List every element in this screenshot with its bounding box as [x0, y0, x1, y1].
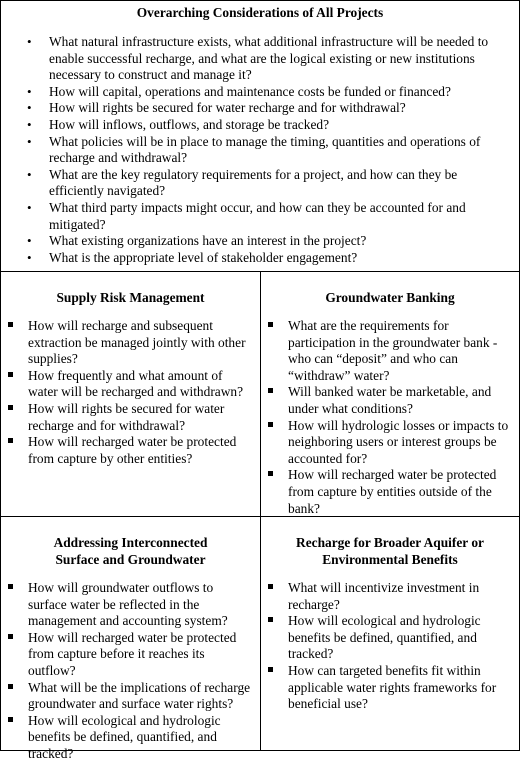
- interconnected-section: [1, 517, 261, 761]
- list-item: • What is the appropriate level of stakeholder engagement?: [27, 249, 358, 265]
- groundwater-banking-title: Groundwater Banking: [325, 290, 455, 305]
- groundwater-banking-list: [261, 318, 519, 517]
- list-item: • What policies will be in place to manage the timing, quantities and operations of recharge and withdrawal?: [27, 133, 481, 166]
- list-item: • How will inflows, outflows, and storage be tracked?: [27, 116, 330, 132]
- groundwater-banking-section: [261, 272, 519, 517]
- list-item: What will be the implications of recharge groundwater and surface water rights?: [1, 680, 260, 713]
- bullet-icon: •: [27, 249, 32, 265]
- bullet-icon: •: [27, 233, 32, 249]
- list-item: What are the requirements for participation in the groundwater bank - who can “deposit” and who can “withdraw” water?: [261, 318, 519, 384]
- list-item: What will incentivize investment in recharge?: [261, 580, 519, 613]
- list-item: How will recharged water be protected from capture by other entities?: [1, 434, 260, 467]
- square-bullet-icon: [8, 634, 13, 639]
- list-item: • What third party impacts might occur, and how can they be accounted for and mitigated?: [27, 199, 466, 232]
- list-item: • What natural infrastructure exists, what additional infrastructure will be needed to enable successful recharge, and what are the logical existing or new institutions necessary to construct and manage it?: [27, 34, 489, 83]
- list-item: How will recharged water be protected from capture by entities outside of the bank?: [261, 467, 519, 517]
- supply-risk-list: [1, 318, 260, 467]
- list-item: How frequently and what amount of water will be recharged and withdrawn?: [1, 368, 260, 401]
- square-bullet-icon: [268, 667, 273, 672]
- square-bullet-icon: [268, 584, 273, 589]
- square-bullet-icon: [268, 322, 273, 327]
- bullet-icon: •: [27, 199, 32, 215]
- broader-benefits-title: Recharge for Broader Aquifer or Environmental Benefits: [296, 535, 484, 567]
- overarching-title: Overarching Considerations of All Projects: [136, 5, 384, 20]
- square-bullet-icon: [268, 422, 273, 427]
- bullet-icon: •: [27, 100, 32, 116]
- square-bullet-icon: [268, 617, 273, 622]
- list-item: How will recharged water be protected from capture before it reaches its outflow?: [1, 630, 260, 680]
- broader-benefits-list: [261, 580, 519, 713]
- supply-risk-section: [1, 272, 261, 517]
- list-item: How will ecological and hydrologic benefits be defined, quantified, and tracked?: [1, 713, 260, 763]
- square-bullet-icon: [8, 372, 13, 377]
- bullet-icon: •: [27, 34, 32, 49]
- list-item: How can targeted benefits fit within applicable water rights frameworks for beneficial use?: [261, 663, 519, 713]
- square-bullet-icon: [8, 405, 13, 410]
- interconnected-list: [1, 580, 260, 763]
- list-item: • What existing organizations have an interest in the project?: [27, 233, 367, 249]
- bullet-icon: •: [27, 83, 32, 99]
- square-bullet-icon: [268, 471, 273, 476]
- list-item: How will recharge and subsequent extraction be managed jointly with other supplies?: [1, 318, 260, 368]
- overarching-section: [1, 1, 519, 272]
- square-bullet-icon: [8, 584, 13, 589]
- list-item: • How will capital, operations and maintenance costs be funded or financed?: [27, 83, 451, 99]
- square-bullet-icon: [8, 717, 13, 722]
- square-bullet-icon: [268, 388, 273, 393]
- square-bullet-icon: [8, 322, 13, 327]
- list-item: Will banked water be marketable, and under what conditions?: [261, 384, 519, 417]
- list-item: How will rights be secured for water recharge and for withdrawal?: [1, 401, 260, 434]
- bullet-icon: •: [27, 166, 32, 182]
- interconnected-title: Addressing Interconnected Surface and Groundwater: [53, 535, 208, 567]
- square-bullet-icon: [8, 684, 13, 689]
- bullet-icon: •: [27, 133, 32, 149]
- broader-benefits-section: [261, 517, 519, 750]
- overarching-list: [1, 34, 519, 266]
- list-item: How will hydrologic losses or impacts to neighboring users or interest groups be accounted for?: [261, 418, 519, 468]
- list-item: • How will rights be secured for water recharge and for withdrawal?: [27, 100, 406, 116]
- list-item: How will groundwater outflows to surface water be reflected in the management and accounting system?: [1, 580, 260, 630]
- supply-risk-title: Supply Risk Management: [56, 290, 205, 305]
- list-item: • What are the key regulatory requirements for a project, and how can they be efficiently navigated?: [27, 166, 458, 199]
- bullet-icon: •: [27, 116, 32, 132]
- square-bullet-icon: [8, 438, 13, 443]
- list-item: How will ecological and hydrologic benefits be defined, quantified, and tracked?: [261, 613, 519, 663]
